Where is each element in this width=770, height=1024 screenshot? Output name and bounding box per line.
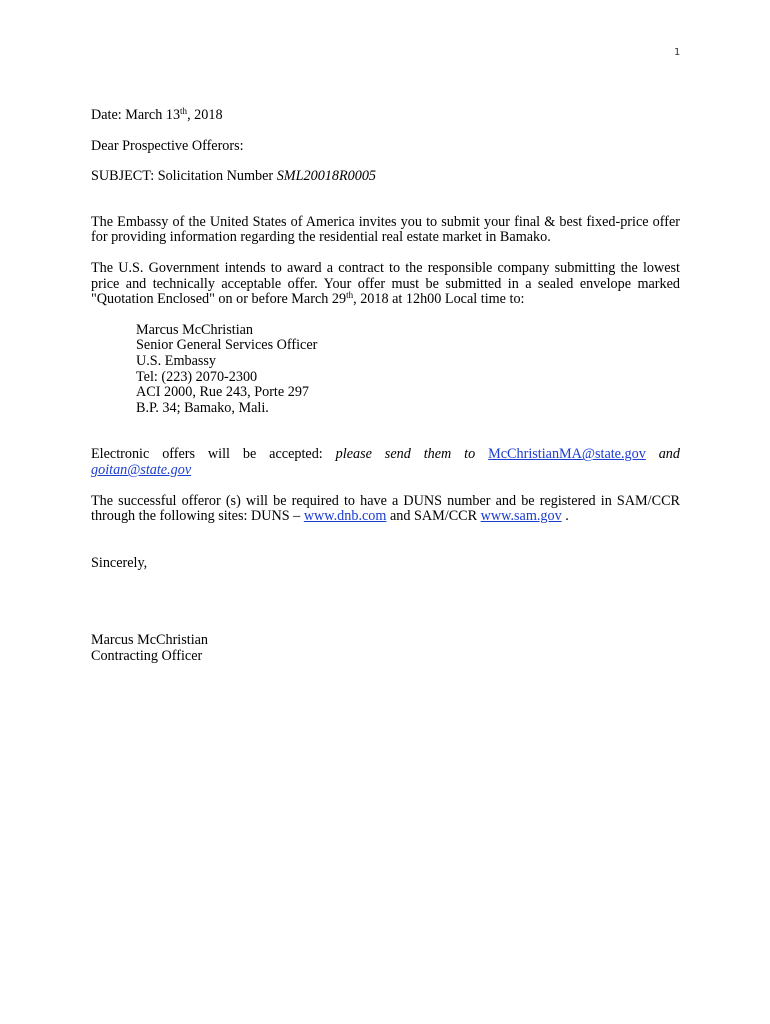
link-dnb[interactable]: www.dnb.com: [303, 508, 387, 525]
link-sam[interactable]: www.sam.gov: [480, 508, 562, 525]
electronic-offers-line: [91, 447, 680, 463]
letter-date: [91, 108, 680, 124]
deadline-ordinal: th: [346, 290, 354, 301]
address-name: Marcus McChristian: [136, 321, 254, 338]
address-title: Senior General Services Officer: [136, 337, 318, 354]
date-prefix: Date: March 13: [91, 107, 181, 123]
address-street: ACI 2000, Rue 243, Porte 297: [136, 384, 310, 401]
greeting: Dear Prospective Offerors:: [91, 137, 244, 154]
signature-name: Marcus McChristian: [91, 632, 209, 649]
subject-line: [91, 169, 680, 185]
paragraph-invitation: The Embassy of the United States of America invites you to submit your final & best fixed-price offer for providing information regarding the residential real estate market in Bamako.: [91, 213, 680, 246]
subject-label: SUBJECT: Solicitation Number: [91, 168, 277, 185]
paragraph-electronic-offers: [91, 447, 680, 478]
address-org: U.S. Embassy: [136, 352, 217, 369]
award-text-end: , 2018 at 12h00 Local time to:: [353, 291, 525, 308]
electronic-offers-and: and: [645, 446, 680, 463]
electronic-offers-italic: please send them to: [335, 446, 489, 463]
letter-body: [91, 108, 680, 664]
registration-text: The successful offeror (s) will be required to have a DUNS number and be registered in SAM/CCR through the following sites: DUNS –: [91, 492, 680, 525]
email-link-mcchristian[interactable]: McChristianMA@state.gov: [488, 446, 646, 463]
date-suffix: , 2018: [187, 107, 223, 123]
paragraph-award: [91, 261, 680, 308]
award-text: The U.S. Government intends to award a contract to the responsible company submitting the lowest price and technically acceptable offer. Your offer must be submitted in a sealed envelope marked "Quotation Enclosed" on or before March 29: [91, 259, 680, 308]
signature-title: Contracting Officer: [91, 647, 203, 664]
address-block: [136, 323, 680, 417]
registration-end: .: [561, 508, 569, 525]
address-city: B.P. 34; Bamako, Mali.: [136, 399, 269, 416]
registration-middle: and SAM/CCR: [386, 508, 481, 525]
address-tel: Tel: (223) 2070-2300: [136, 368, 258, 385]
paragraph-registration: [91, 494, 680, 525]
electronic-offers-text: Electronic offers will be accepted:: [91, 446, 336, 463]
page-number: 1: [673, 47, 680, 58]
closing: Sincerely,: [91, 554, 148, 571]
signature-block: [91, 633, 680, 664]
solicitation-number: SML20018R0005: [276, 168, 377, 185]
date-ordinal: th: [180, 106, 188, 116]
email-link-goitan[interactable]: goitan@state.gov: [91, 461, 192, 478]
